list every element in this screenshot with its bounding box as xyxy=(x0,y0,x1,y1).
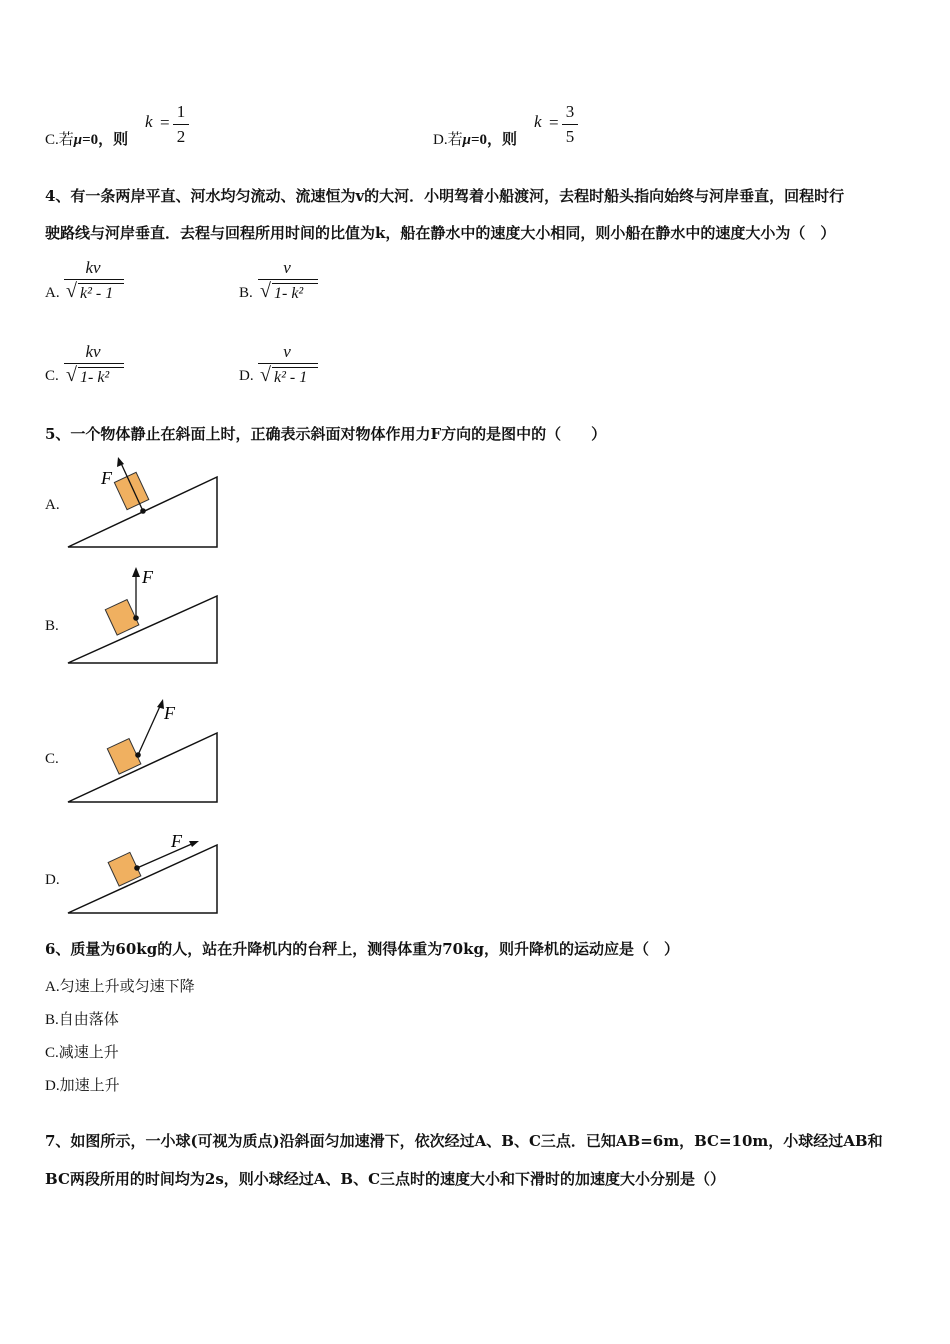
fraction-denominator: k² - 1 xyxy=(274,369,308,386)
fraction-denominator: 2 xyxy=(176,127,186,146)
fraction-numerator: kv xyxy=(85,342,101,361)
fraction-numerator: 1 xyxy=(176,102,186,121)
q5-option-a-diagram xyxy=(60,452,230,552)
sqrt-icon: √ xyxy=(66,364,77,386)
q4-stem-line1: 4、有一条两岸平直、河水均匀流动、流速恒为v的大河．小明驾着小船渡河，去程时船头指向始终与河岸垂直，回程时行 xyxy=(45,187,845,205)
q7-stem-line2: BC两段所用的时间均为2s，则小球经过A、B、C三点时的速度大小和下滑时的加速度大小分别是（） xyxy=(45,1170,726,1188)
mu-symbol: μ xyxy=(73,132,83,148)
q4-option-c-label[interactable]: C. xyxy=(45,368,59,384)
sqrt-overline xyxy=(78,367,124,368)
q5-option-d-label[interactable]: D. xyxy=(45,872,60,888)
fraction-denominator: k² - 1 xyxy=(80,285,114,302)
condition-suffix: =0，则 xyxy=(82,132,129,148)
fraction-numerator: kv xyxy=(85,258,101,277)
option-text: 减速上升 xyxy=(58,1045,119,1061)
k-variable: k xyxy=(534,112,542,131)
q5-option-b-label[interactable]: B. xyxy=(45,618,59,634)
q4-option-d-label[interactable]: D. xyxy=(239,368,254,384)
force-arrow xyxy=(137,843,194,868)
arrow-head xyxy=(132,567,140,577)
option-text: 匀速上升或匀速下降 xyxy=(59,979,195,995)
incline-triangle xyxy=(68,596,217,663)
fraction-denominator: 1- k² xyxy=(274,285,304,302)
option-label: B. xyxy=(45,1012,59,1028)
q6-option-d[interactable] xyxy=(45,1074,120,1095)
fraction-bar xyxy=(562,124,578,125)
sqrt-icon: √ xyxy=(260,280,271,302)
condition-prefix: 若 xyxy=(447,132,463,148)
q4-option-b-formula xyxy=(256,258,320,308)
condition-prefix: 若 xyxy=(58,132,74,148)
option-label: A. xyxy=(45,979,60,995)
force-label: F xyxy=(142,567,153,587)
fraction-denominator: 5 xyxy=(565,127,575,146)
q3-option-d-formula xyxy=(534,102,584,150)
q3-option-c-formula xyxy=(145,102,195,150)
fraction-numerator: 3 xyxy=(565,102,575,121)
incline-triangle xyxy=(68,733,217,802)
arrow-head xyxy=(117,457,124,467)
force-arrow xyxy=(138,704,161,755)
q4-option-b-label[interactable]: B. xyxy=(239,285,253,301)
force-label: F xyxy=(164,703,175,723)
arrow-head xyxy=(157,699,164,709)
block xyxy=(114,472,148,509)
q4-option-c-formula xyxy=(62,342,126,392)
q5-option-d-diagram xyxy=(60,826,230,918)
q3-option-d[interactable] xyxy=(433,128,517,149)
fraction-denominator: 1- k² xyxy=(80,369,110,386)
sqrt-overline xyxy=(272,283,318,284)
fraction-bar xyxy=(173,124,189,125)
option-text: 自由落体 xyxy=(58,1012,119,1028)
incline-triangle xyxy=(68,845,217,913)
option-label: C. xyxy=(45,132,59,148)
q5-option-c-diagram xyxy=(60,695,230,807)
option-label: D. xyxy=(45,1078,60,1094)
q3-option-c[interactable] xyxy=(45,128,128,149)
option-label: D. xyxy=(433,132,448,148)
q6-option-c[interactable] xyxy=(45,1041,119,1062)
sqrt-icon: √ xyxy=(260,364,271,386)
q4-option-d-formula xyxy=(256,342,320,392)
q5-option-b-diagram xyxy=(60,565,230,670)
sqrt-overline xyxy=(272,367,318,368)
arrow-head xyxy=(189,841,199,847)
q6-stem: 6、质量为60kg的人，站在升降机内的台秤上，测得体重为70kg，则升降机的运动应是（ ） xyxy=(45,940,679,958)
option-text: 加速上升 xyxy=(59,1078,120,1094)
force-label: F xyxy=(171,831,182,851)
option-label: C. xyxy=(45,1045,59,1061)
force-label: F xyxy=(101,468,112,488)
fraction-numerator: v xyxy=(283,342,291,361)
k-variable: k xyxy=(145,112,153,131)
q5-option-a-label[interactable]: A. xyxy=(45,497,60,513)
condition-suffix: =0，则 xyxy=(470,132,518,148)
q5-stem: 5、一个物体静止在斜面上时，正确表示斜面对物体作用力F方向的是图中的（ ） xyxy=(45,425,607,443)
fraction-numerator: v xyxy=(283,258,291,277)
q4-option-a-label[interactable]: A. xyxy=(45,285,60,301)
equals-sign: = xyxy=(160,113,170,132)
sqrt-icon: √ xyxy=(66,280,77,302)
q6-option-a[interactable] xyxy=(45,975,195,996)
q7-stem-line1: 7、如图所示，一小球(可视为质点)沿斜面匀加速滑下，依次经过A、B、C三点．已知AB=6m，BC=10m，小球经过AB和 xyxy=(45,1132,883,1150)
q4-stem-line2: 驶路线与河岸垂直．去程与回程所用时间的比值为k，船在静水中的速度大小相同，则小船在静水中的速度大小为（ ） xyxy=(45,224,836,242)
mu-symbol: μ xyxy=(462,132,471,148)
q4-option-a-formula xyxy=(62,258,126,308)
equals-sign: = xyxy=(549,113,559,132)
q6-option-b[interactable] xyxy=(45,1008,119,1029)
sqrt-overline xyxy=(78,283,124,284)
q5-option-c-label[interactable]: C. xyxy=(45,751,59,767)
